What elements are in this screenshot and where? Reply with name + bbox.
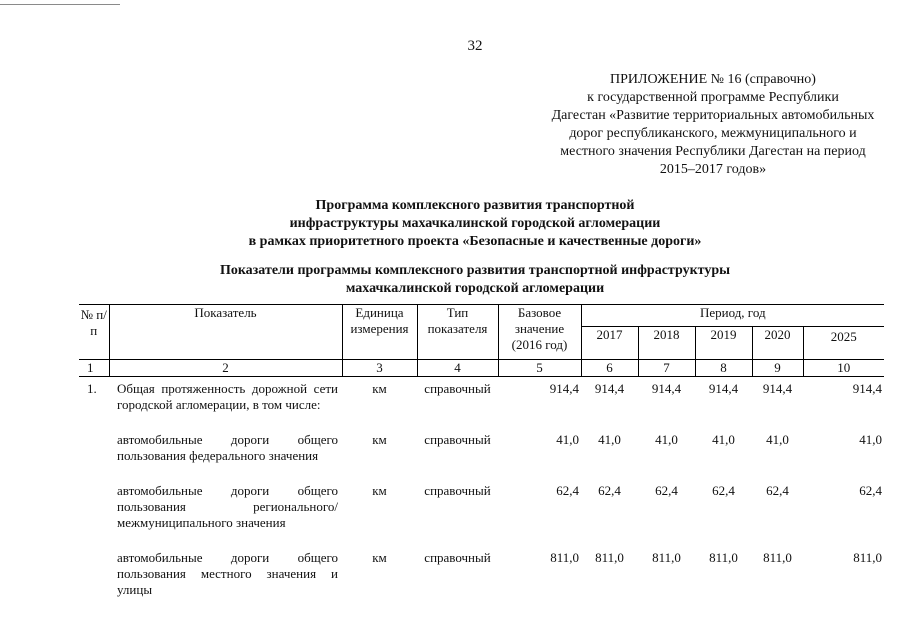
row-number [79, 479, 109, 531]
row-value-2020: 811,0 [763, 550, 792, 565]
row-indicator: автомобильные дороги общего пользования регионального/ межмуниципального значения [117, 483, 338, 530]
row-value-2017: 914,4 [594, 381, 625, 396]
row-value-2019: 811,0 [709, 550, 738, 565]
table-title-line: махачкалинской городской агломерации [345, 281, 605, 296]
row-base-value: 62,4 [556, 483, 579, 498]
appendix-line: ПРИЛОЖЕНИЕ № 16 (справочно) [610, 72, 816, 87]
appendix-note [503, 71, 905, 179]
row-spacer [79, 464, 884, 479]
appendix-line: местного значения Республики Дагестан на период [560, 144, 866, 159]
indicators-table [79, 304, 884, 598]
table-title-line: Показатели программы комплексного развития транспортной инфраструктуры [219, 263, 731, 278]
row-value-2025: 811,0 [853, 550, 883, 565]
row-value-2018: 811,0 [652, 550, 681, 565]
row-value-2025: 62,4 [859, 483, 883, 498]
header-indicator: Показатель [109, 305, 342, 360]
row-spacer [79, 531, 884, 546]
table-row [79, 428, 884, 464]
row-value-2020: 41,0 [766, 432, 789, 447]
row-unit: км [372, 550, 387, 565]
row-spacer [79, 413, 884, 428]
scan-artifact-line [0, 4, 120, 5]
appendix-line: дорог республиканского, межмуниципального и [569, 126, 857, 141]
row-value-2025: 914,4 [852, 381, 883, 396]
program-title [0, 197, 905, 251]
column-number: 5 [498, 360, 581, 377]
row-number [79, 428, 109, 464]
row-value-2020: 914,4 [762, 381, 793, 396]
program-title-line: инфраструктуры махачкалинской городской агломерации [289, 216, 661, 231]
row-value-2017: 62,4 [598, 483, 621, 498]
appendix-line: к государственной программе Республики [587, 90, 839, 105]
header-no: № п/п [79, 305, 109, 360]
column-number: 1 [79, 360, 109, 377]
row-base-value: 811,0 [550, 550, 579, 565]
table-row [79, 479, 884, 531]
column-number: 9 [752, 360, 803, 377]
row-unit: км [372, 381, 387, 396]
header-year: 2018 [638, 327, 695, 360]
table-row [79, 546, 884, 598]
row-value-2019: 41,0 [712, 432, 735, 447]
row-value-2019: 914,4 [708, 381, 739, 396]
row-base-value: 914,4 [549, 381, 579, 396]
header-year: 2025 [803, 327, 884, 360]
header-year: 2020 [752, 327, 803, 360]
row-value-2018: 62,4 [655, 483, 678, 498]
row-indicator: автомобильные дороги общего пользования местного значения и улицы [117, 550, 338, 597]
row-number: 1. [87, 381, 97, 396]
header-unit: Единица измерения [342, 305, 417, 360]
header-base-value: Базовое значение (2016 год) [498, 305, 581, 360]
row-unit: км [372, 483, 387, 498]
row-type: справочный [424, 381, 491, 396]
table-title [0, 262, 905, 298]
row-base-value: 41,0 [556, 432, 579, 447]
column-number: 4 [417, 360, 498, 377]
column-number: 2 [109, 360, 342, 377]
row-value-2020: 62,4 [766, 483, 789, 498]
row-type: справочный [424, 483, 491, 498]
row-value-2019: 62,4 [712, 483, 735, 498]
row-value-2018: 41,0 [655, 432, 678, 447]
row-indicator: Общая протяженность дорожной сети городской агломерации, в том числе: [117, 381, 338, 412]
appendix-line: Дагестан «Развитие территориальных автомобильных [551, 108, 875, 123]
row-type: справочный [424, 432, 491, 447]
program-title-line: Программа комплексного развития транспортной [315, 198, 635, 213]
row-value-2018: 914,4 [651, 381, 682, 396]
row-indicator: автомобильные дороги общего пользования федерального значения [117, 432, 338, 463]
header-year: 2017 [581, 327, 638, 360]
column-number: 7 [638, 360, 695, 377]
row-type: справочный [424, 550, 491, 565]
row-number [79, 546, 109, 598]
table-row [79, 377, 884, 414]
header-year: 2019 [695, 327, 752, 360]
column-number: 6 [581, 360, 638, 377]
column-number: 8 [695, 360, 752, 377]
row-unit: км [372, 432, 387, 447]
column-number: 10 [803, 360, 884, 377]
header-type: Тип показателя [417, 305, 498, 360]
row-value-2017: 41,0 [598, 432, 621, 447]
page-number: 32 [467, 38, 483, 54]
appendix-line: 2015–2017 годов» [659, 162, 767, 177]
program-title-line: в рамках приоритетного проекта «Безопасные и качественные дороги» [248, 234, 702, 249]
row-value-2017: 811,0 [595, 550, 624, 565]
row-value-2025: 41,0 [859, 432, 883, 447]
column-number: 3 [342, 360, 417, 377]
header-period: Период, год [581, 305, 884, 327]
